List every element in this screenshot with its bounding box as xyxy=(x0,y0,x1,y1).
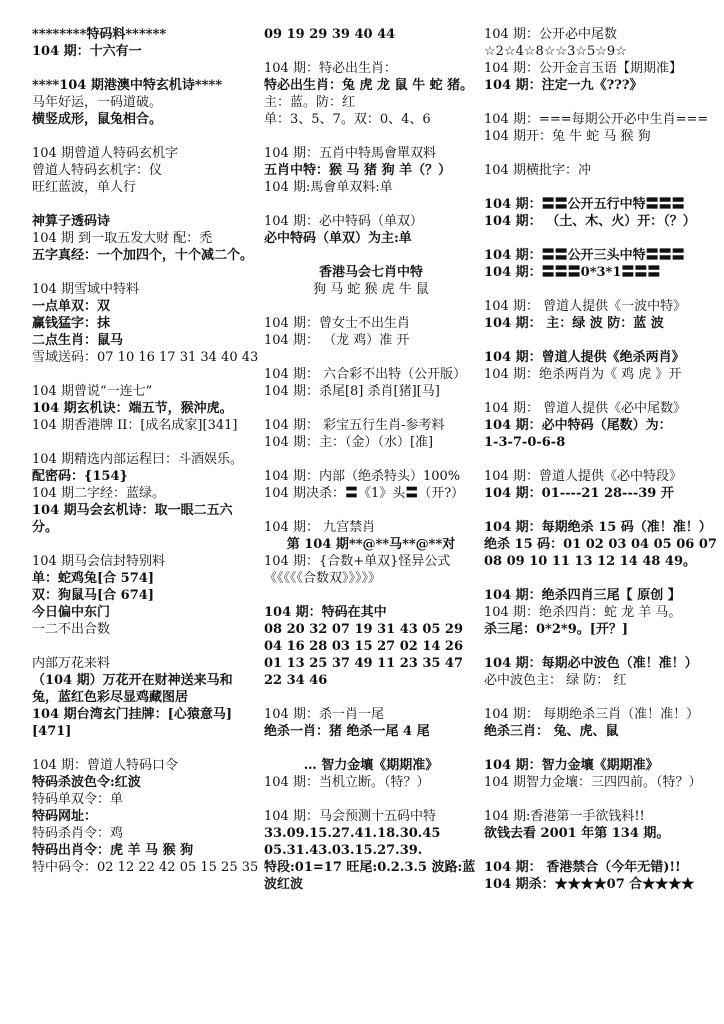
spacer xyxy=(264,502,478,519)
text-line: 特码杀波色令:红波 xyxy=(32,775,141,790)
text-line: 104 期： 每期绝杀三肖（准！准！） xyxy=(484,707,700,722)
spacer xyxy=(32,740,258,757)
text-line: 104 期：曾道人提供《必中特段》 xyxy=(484,469,682,484)
text-line: 104 期:馬會单双料:单 xyxy=(264,180,393,195)
text-line: 五字真经：一个加四个，十个减二个。 xyxy=(32,248,254,263)
text-line: 绝杀一肖：猪 绝杀一尾 4 尾 xyxy=(264,724,430,739)
text-line: 欲钱去看 2001 年第 134 期。 xyxy=(484,826,670,841)
text-line: 104 期：特码在其中 xyxy=(264,605,387,620)
text-line: 104 期：公开必中尾数 xyxy=(484,27,617,42)
text-line: 绝杀 15 码：01 02 03 04 05 06 07 08 09 10 11 13 12 14 48 49。 xyxy=(484,537,717,569)
text-line: 马年好运，一码道破。 xyxy=(32,95,163,110)
spacer xyxy=(32,366,258,383)
text-line: 特中码令：02 12 22 42 05 15 25 35 xyxy=(32,860,258,875)
text-line: 特码网址： xyxy=(32,809,98,824)
text-line: 104 期： 九宫禁肖 xyxy=(264,520,376,535)
spacer xyxy=(264,689,478,706)
text-line: 104 期马会信封特别料 xyxy=(32,554,165,569)
text-line: 104 期：曾道人特码口令 xyxy=(32,758,178,773)
text-line: 五肖中特：猴 马 猪 狗 羊（？） xyxy=(264,163,452,178)
middle-column xyxy=(264,26,478,893)
text-line: 二点生肖：鼠马 xyxy=(32,333,124,348)
text-line: 104 期：{合数+单双}怪异公式 xyxy=(264,554,451,569)
text-line: 104 期横批字：冲 xyxy=(484,163,591,178)
spacer xyxy=(484,383,720,400)
spacer xyxy=(264,587,478,604)
text-line: 104 期二字经：蓝绿。 xyxy=(32,486,165,501)
text-line: 横竖成形，鼠兔相合。 xyxy=(32,112,163,127)
spacer xyxy=(484,94,720,111)
text-line: 双：狗鼠马[合 674] xyxy=(32,588,154,603)
text-line: 104 期决杀：〓《1》头〓（开?） xyxy=(264,486,465,501)
text-line: ********特码料****** xyxy=(32,27,167,42)
text-line: 104 期：十六有一 xyxy=(32,44,142,59)
spacer xyxy=(264,298,478,315)
text-line: 104 期：必中特码（单双） xyxy=(264,214,423,229)
text-line: 104 期：公开金言玉语【期期准】 xyxy=(484,61,682,76)
text-line: 特码杀肖令：鸡 xyxy=(32,826,124,841)
spacer xyxy=(32,638,258,655)
text-line: 104 期： （土、木、火）开：（？） xyxy=(484,214,696,229)
text-line: 104 期：〓〓公开三头中特〓〓〓 xyxy=(484,248,685,263)
spacer xyxy=(264,791,478,808)
text-line: 104 期雪域中特料 xyxy=(32,282,139,297)
text-line: 《《《《《合数双》》》》》 xyxy=(264,571,382,586)
text-line: 104 期：绝杀四肖三尾【 原创 】 xyxy=(484,588,681,603)
text-line: 香港马会七肖中特 xyxy=(318,265,423,280)
text-line: ☆2☆4☆8☆☆3☆5☆9☆ xyxy=(484,44,627,59)
spacer xyxy=(484,145,720,162)
left-column xyxy=(32,26,258,876)
spacer xyxy=(264,400,478,417)
text-line: 104 期台湾玄门挂牌：[心猿意马][471] xyxy=(32,707,232,739)
text-line: 104 期：绝杀四肖：蛇 龙 羊 马。 xyxy=(484,605,682,620)
text-line: 104 期： 六合彩不出特（公开版） xyxy=(264,367,467,382)
text-line: 104 期： 曾道人提供《必中尾数》 xyxy=(484,401,687,416)
text-line: 单：蛇鸡兔[合 574] xyxy=(32,571,154,586)
spacer xyxy=(484,502,720,519)
text-line: 104 期：曾道人提供《绝杀两肖》 xyxy=(484,350,685,365)
spacer xyxy=(32,264,258,281)
text-line: ****104 期港澳中特玄机诗**** xyxy=(32,78,223,93)
spacer xyxy=(264,196,478,213)
text-line: 配密码：{154} xyxy=(32,469,128,484)
right-column xyxy=(484,26,720,893)
text-line: 104 期：杀一肖一尾 xyxy=(264,707,384,722)
spacer xyxy=(484,689,720,706)
text-line: 狗 马 蛇 猴 虎 牛 鼠 xyxy=(313,282,429,297)
spacer xyxy=(484,740,720,757)
text-line: 09 19 29 39 40 44 xyxy=(264,27,396,42)
text-line: 104 期：当机立断。（特？） xyxy=(264,775,430,790)
spacer xyxy=(484,179,720,196)
spacer xyxy=(264,247,478,264)
spacer xyxy=(484,281,720,298)
text-line: 104 期：马会预测十五码中特 xyxy=(264,809,436,824)
spacer xyxy=(264,451,478,468)
text-line: 104 期：每期绝杀 15 码（准！准！） xyxy=(484,520,712,535)
text-line: 内部万花来料 xyxy=(32,656,111,671)
text-line: 104 期：五肖中特馬會單双料 xyxy=(264,146,436,161)
text-line: 104 期开：兔 牛 蛇 马 猴 狗 xyxy=(484,129,651,144)
text-line: 104 期： 香港禁合（今年无错)!! xyxy=(484,860,681,875)
text-line: 104 期香港牌 II：[成名成家][341] xyxy=(32,418,238,433)
text-line: 05.31.43.03.15.27.39. xyxy=(264,843,423,858)
text-line: 104 期： 彩宝五行生肖-参考料 xyxy=(264,418,445,433)
text-line: 第 104 期**@**马**@**对 xyxy=(286,537,456,552)
text-line: 104 期：注定一九《???》 xyxy=(484,78,643,93)
spacer xyxy=(484,638,720,655)
spacer xyxy=(484,451,720,468)
spacer xyxy=(484,570,720,587)
text-line: 今日偏中东门 xyxy=(32,605,111,620)
text-line: 104 期精选内部运程曰：斗酒娱乐。 xyxy=(32,452,243,467)
spacer xyxy=(32,196,258,213)
spacer xyxy=(32,60,258,77)
text-line: 必中波色主： 绿 防： 红 xyxy=(484,673,627,688)
text-line: 神算子透码诗 xyxy=(32,214,111,229)
text-line: 104 期 到一取五发大财 配：禿 xyxy=(32,231,213,246)
text-line: 1-3-7-0-6-8 xyxy=(484,435,566,450)
text-line: 104 期杀：★★★★07 合★★★★ xyxy=(484,877,695,892)
spacer xyxy=(32,536,258,553)
spacer xyxy=(484,791,720,808)
text-line: 104 期曾道人特码玄机字 xyxy=(32,146,178,161)
text-line: （104 期）万花开在财神送来马和兔，蓝红色彩尽显鸡藏图居 xyxy=(32,673,233,705)
text-line: 104 期：===每期公开必中生肖=== xyxy=(484,112,709,127)
text-line: 绝杀三肖： 兔、虎、鼠 xyxy=(484,724,619,739)
spacer xyxy=(264,128,478,145)
spacer xyxy=(264,349,478,366)
text-line: 104 期:香港第一手欲钱料!! xyxy=(484,809,645,824)
text-line: 104 期智力金壤：三四四前。（特？） xyxy=(484,775,702,790)
text-line: 104 期：智力金壤《期期准》 xyxy=(484,758,659,773)
text-line: 104 期：杀尾[8] 杀肖[猪][马] xyxy=(264,384,440,399)
text-line: 单：3、5、7。双：0、4、6 xyxy=(264,112,431,127)
text-line: 特段:01=17 旺尾:0.2.3.5 波路:蓝波红波 xyxy=(264,860,476,892)
text-line: 雪域送码：07 10 16 17 31 34 40 43 xyxy=(32,350,258,365)
spacer xyxy=(264,740,478,757)
text-line: 104 期马会玄机诗：取一眼二五六分。 xyxy=(32,503,233,535)
text-line: 旺红蓝波，单人行 xyxy=(32,180,137,195)
text-line: 104 期： 主：绿 波 防：蓝 波 xyxy=(484,316,664,331)
spacer xyxy=(484,332,720,349)
text-line: 特码单双令：单 xyxy=(32,792,124,807)
text-line: 104 期：特必出生肖： xyxy=(264,61,397,76)
text-line: 104 期：01----21 28---39 开 xyxy=(484,486,674,501)
text-line: 104 期：绝杀两肖为《 鸡 虎 》开 xyxy=(484,367,682,382)
text-line: 104 期：每期必中波色（准！准！） xyxy=(484,656,698,671)
text-line: 104 期：必中特码（尾数）为： xyxy=(484,418,672,433)
spacer xyxy=(264,43,478,60)
text-line: 104 期：〓〓〓0*3*1〓〓〓 xyxy=(484,265,661,280)
text-line: 必中特码（单双）为主:单 xyxy=(264,231,412,246)
text-line: 一二不出合数 xyxy=(32,622,111,637)
text-line: 104 期玄机诀：端五节，猴沖虎。 xyxy=(32,401,233,416)
text-line: 特必出生肖：兔 虎 龙 鼠 牛 蛇 猪。 xyxy=(264,78,474,93)
text-line: 104 期曾说“一连七” xyxy=(32,384,153,399)
text-line: 08 20 32 07 19 31 43 05 29 04 16 28 03 15 27 02 14 26 01 13 25 37 49 11 23 35 47 22 34 46 xyxy=(264,622,464,688)
text-line: 曾道人特码玄机字：仪 xyxy=(32,163,163,178)
text-line: 104 期： 曾道人提供《一波中特》 xyxy=(484,299,687,314)
spacer xyxy=(32,434,258,451)
spacer xyxy=(484,842,720,859)
spacer xyxy=(32,128,258,145)
text-line: 104 期：曾女士不出生肖 xyxy=(264,316,410,331)
text-line: 33.09.15.27.41.18.30.45 xyxy=(264,826,441,841)
text-line: 104 期：主：（金）（水）[准] xyxy=(264,435,434,450)
text-line: 杀三尾：0*2*9。[开？] xyxy=(484,622,629,637)
text-line: 104 期：内部（绝杀特头）100% xyxy=(264,469,461,484)
text-line: 104 期： （龙 鸡）准 开 xyxy=(264,333,410,348)
text-line: 特码出肖令：虎 羊 马 猴 狗 xyxy=(32,843,194,858)
text-line: 主：蓝。防：红 xyxy=(264,95,356,110)
text-line: 赢钱猛字：抹 xyxy=(32,316,111,331)
text-line: 一点单双：双 xyxy=(32,299,111,314)
text-line: 104 期：〓〓公开五行中特〓〓〓 xyxy=(484,197,685,212)
spacer xyxy=(484,230,720,247)
text-line: … 智力金壤《期期准》 xyxy=(303,758,439,773)
